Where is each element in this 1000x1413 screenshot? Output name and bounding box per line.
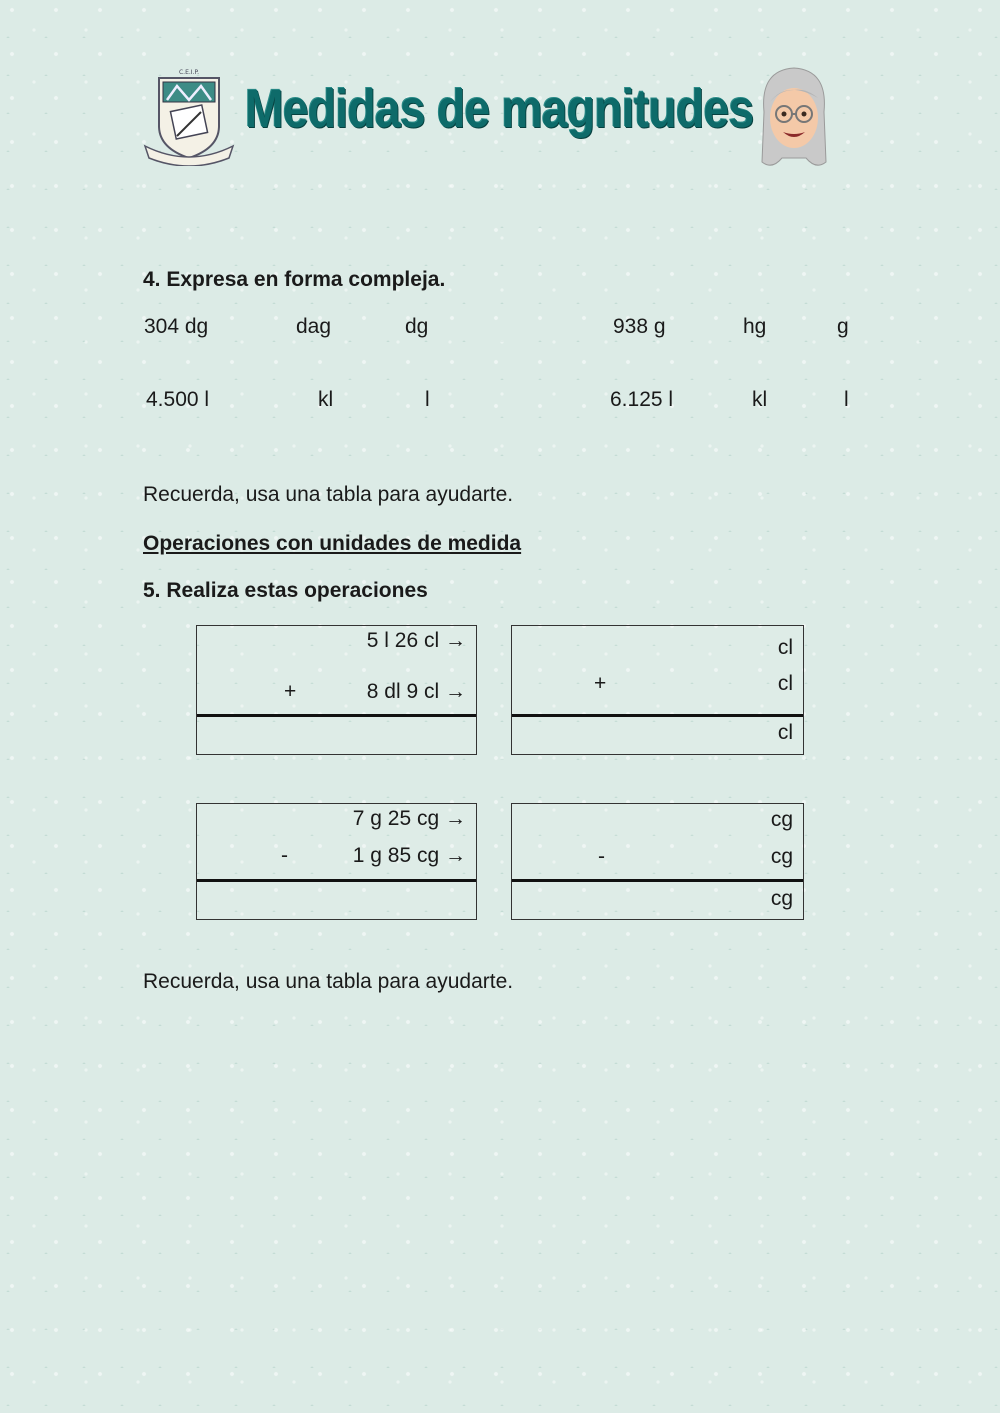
addition-conversion-box bbox=[511, 625, 804, 755]
addition-line1: 5 l 26 cl → bbox=[366, 629, 466, 652]
addition-conv-line2-field[interactable] bbox=[622, 670, 762, 700]
ex4-row1-unit-b2: g bbox=[837, 315, 849, 338]
ex4-row2-unit-a1: kl bbox=[318, 388, 334, 411]
ex5-reminder: Recuerda, usa una tabla para ayudarte. bbox=[143, 970, 514, 993]
page-title: Medidas de magnitudes bbox=[245, 79, 754, 139]
subtraction-conv-line1-field[interactable] bbox=[518, 808, 758, 836]
subtraction-conv-rule bbox=[512, 879, 803, 882]
subtraction-conversion-box bbox=[511, 803, 804, 920]
operations-section-heading: Operaciones con unidades de medida bbox=[143, 532, 522, 555]
addition-conv-result-field[interactable] bbox=[518, 720, 758, 748]
ex4-row1-unit-b1: hg bbox=[743, 315, 767, 338]
subtraction-rule bbox=[197, 879, 476, 882]
exercise-4-heading: 4. Expresa en forma compleja. bbox=[143, 268, 446, 291]
addition-sign: + bbox=[284, 680, 297, 703]
ex4-reminder: Recuerda, usa una tabla para ayudarte. bbox=[143, 483, 514, 506]
addition-conv-unit2: cl bbox=[777, 672, 793, 695]
addition-conv-rule bbox=[512, 714, 803, 717]
addition-answer-field[interactable] bbox=[203, 722, 470, 748]
ex4-row1-value-b: 938 g bbox=[613, 315, 666, 338]
addition-rule bbox=[197, 714, 476, 717]
addition-conv-line1-field[interactable] bbox=[518, 632, 758, 662]
ex4-row2-unit-b2: l bbox=[844, 388, 849, 411]
subtraction-conv-unit1: cg bbox=[770, 808, 793, 831]
ex4-row1-value-a: 304 dg bbox=[144, 315, 209, 338]
addition-line2: 8 dl 9 cl → bbox=[366, 680, 466, 703]
exercise-5-heading: 5. Realiza estas operaciones bbox=[143, 579, 428, 602]
subtraction-answer-field[interactable] bbox=[203, 887, 470, 913]
ex4-row2-value-a: 4.500 l bbox=[146, 388, 210, 411]
addition-conv-result-unit: cl bbox=[777, 721, 793, 744]
subtraction-conv-result-unit: cg bbox=[770, 887, 793, 910]
addition-conv-unit1: cl bbox=[777, 636, 793, 659]
subtraction-conv-unit2: cg bbox=[770, 845, 793, 868]
subtraction-line2: 1 g 85 cg → bbox=[352, 844, 466, 867]
teacher-avatar bbox=[756, 62, 832, 170]
subtraction-conv-line2-field[interactable] bbox=[622, 842, 762, 870]
svg-text:C.E.I.P.: C.E.I.P. bbox=[178, 69, 200, 76]
addition-problem-box bbox=[196, 625, 477, 755]
addition-conv-sign: + bbox=[594, 672, 607, 695]
subtraction-sign: - bbox=[281, 844, 288, 867]
subtraction-line1: 7 g 25 cg → bbox=[352, 807, 466, 830]
ex4-row2-value-b: 6.125 l bbox=[610, 388, 674, 411]
subtraction-problem-box bbox=[196, 803, 477, 920]
school-crest-logo bbox=[143, 66, 235, 166]
ex4-row1-unit-a2: dg bbox=[405, 315, 429, 338]
ex4-row2-unit-b1: kl bbox=[752, 388, 768, 411]
subtraction-conv-result-field[interactable] bbox=[518, 885, 758, 913]
subtraction-conv-sign: - bbox=[598, 845, 605, 868]
ex4-row2-unit-a2: l bbox=[425, 388, 430, 411]
ex4-row1-unit-a1: dag bbox=[296, 315, 332, 338]
